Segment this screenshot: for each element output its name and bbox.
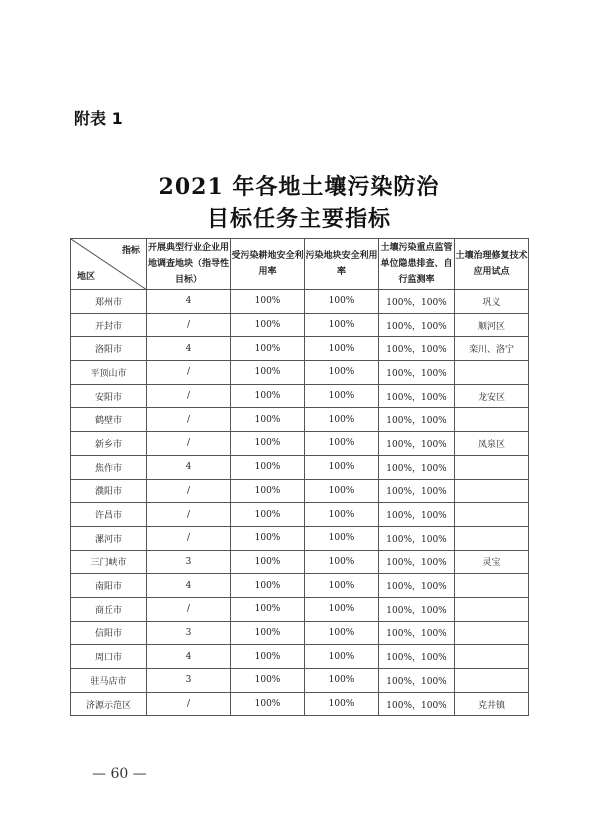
- region-cell: 濮阳市: [71, 479, 147, 503]
- pilot-cell: 凤泉区: [455, 432, 529, 456]
- page-number: — 60 —: [92, 766, 147, 782]
- plots-cell: 100%: [305, 432, 379, 456]
- region-cell: 商丘市: [71, 597, 147, 621]
- pilot-cell: [455, 669, 529, 693]
- survey-cell: /: [147, 313, 231, 337]
- monitor-cell: 100%，100%: [379, 550, 455, 574]
- column-header-pilot: 土壤治理修复技术应用试点: [455, 239, 529, 290]
- farmland-cell: 100%: [231, 479, 305, 503]
- pilot-cell: [455, 361, 529, 385]
- farmland-cell: 100%: [231, 526, 305, 550]
- monitor-cell: 100%，100%: [379, 597, 455, 621]
- farmland-cell: 100%: [231, 361, 305, 385]
- table-row: [71, 455, 529, 479]
- table-row: [71, 645, 529, 669]
- monitor-cell: 100%，100%: [379, 574, 455, 598]
- table-row: [71, 479, 529, 503]
- region-cell: 信阳市: [71, 621, 147, 645]
- farmland-cell: 100%: [231, 597, 305, 621]
- survey-cell: 3: [147, 621, 231, 645]
- farmland-cell: 100%: [231, 645, 305, 669]
- region-cell: 洛阳市: [71, 337, 147, 361]
- monitor-cell: 100%，100%: [379, 526, 455, 550]
- survey-cell: 4: [147, 574, 231, 598]
- table-row: [71, 408, 529, 432]
- farmland-cell: 100%: [231, 290, 305, 314]
- table-row: [71, 550, 529, 574]
- farmland-cell: 100%: [231, 408, 305, 432]
- pilot-cell: 克井镇: [455, 692, 529, 716]
- column-header-survey: 开展典型行业企业用地调查地块（指导性目标）: [147, 239, 231, 290]
- survey-cell: 4: [147, 455, 231, 479]
- monitor-cell: 100%，100%: [379, 669, 455, 693]
- page-title-line-2: 目标任务主要指标: [206, 206, 391, 232]
- survey-cell: /: [147, 479, 231, 503]
- table-header-row: [71, 239, 529, 290]
- pilot-cell: 龙安区: [455, 384, 529, 408]
- farmland-cell: 100%: [231, 313, 305, 337]
- plots-cell: 100%: [305, 479, 379, 503]
- monitor-cell: 100%，100%: [379, 503, 455, 527]
- plots-cell: 100%: [305, 337, 379, 361]
- plots-cell: 100%: [305, 526, 379, 550]
- region-cell: 新乡市: [71, 432, 147, 456]
- pilot-cell: 巩义: [455, 290, 529, 314]
- farmland-cell: 100%: [231, 503, 305, 527]
- pilot-cell: [455, 574, 529, 598]
- survey-cell: /: [147, 526, 231, 550]
- survey-cell: 3: [147, 550, 231, 574]
- pilot-cell: [455, 503, 529, 527]
- table-row: [71, 361, 529, 385]
- table-row: [71, 597, 529, 621]
- monitor-cell: 100%，100%: [379, 692, 455, 716]
- table-row: [71, 669, 529, 693]
- pilot-cell: [455, 621, 529, 645]
- region-cell: 三门峡市: [71, 550, 147, 574]
- region-cell: 漯河市: [71, 526, 147, 550]
- farmland-cell: 100%: [231, 337, 305, 361]
- farmland-cell: 100%: [231, 550, 305, 574]
- corner-indicator-label: 指标: [121, 246, 140, 256]
- region-cell: 济源示范区: [71, 692, 147, 716]
- plots-cell: 100%: [305, 290, 379, 314]
- farmland-cell: 100%: [231, 669, 305, 693]
- survey-cell: /: [147, 408, 231, 432]
- monitor-cell: 100%，100%: [379, 455, 455, 479]
- monitor-cell: 100%，100%: [379, 645, 455, 669]
- region-cell: 平顶山市: [71, 361, 147, 385]
- farmland-cell: 100%: [231, 384, 305, 408]
- pilot-cell: [455, 597, 529, 621]
- appendix-label: 附表 1: [74, 109, 123, 128]
- pilot-cell: 灵宝: [455, 550, 529, 574]
- corner-region-label: 地区: [77, 272, 96, 282]
- region-cell: 焦作市: [71, 455, 147, 479]
- plots-cell: 100%: [305, 597, 379, 621]
- region-cell: 驻马店市: [71, 669, 147, 693]
- monitor-cell: 100%，100%: [379, 432, 455, 456]
- survey-cell: /: [147, 361, 231, 385]
- plots-cell: 100%: [305, 361, 379, 385]
- plots-cell: 100%: [305, 384, 379, 408]
- farmland-cell: 100%: [231, 621, 305, 645]
- corner-header-cell: [71, 239, 147, 290]
- table-row: [71, 313, 529, 337]
- plots-cell: 100%: [305, 550, 379, 574]
- table-row: [71, 574, 529, 598]
- pilot-cell: [455, 408, 529, 432]
- survey-cell: /: [147, 432, 231, 456]
- survey-cell: 3: [147, 669, 231, 693]
- monitor-cell: 100%，100%: [379, 408, 455, 432]
- monitor-cell: 100%，100%: [379, 621, 455, 645]
- page-title-line-1: 2021 年各地土壤污染防治: [158, 174, 440, 200]
- monitor-cell: 100%，100%: [379, 361, 455, 385]
- monitor-cell: 100%，100%: [379, 337, 455, 361]
- region-cell: 郑州市: [71, 290, 147, 314]
- table-row: [71, 621, 529, 645]
- indicator-table: [70, 238, 529, 716]
- column-header-farmland: 受污染耕地安全利用率: [231, 239, 305, 290]
- monitor-cell: 100%，100%: [379, 479, 455, 503]
- region-cell: 南阳市: [71, 574, 147, 598]
- pilot-cell: 栾川、洛宁: [455, 337, 529, 361]
- pilot-cell: [455, 455, 529, 479]
- survey-cell: /: [147, 503, 231, 527]
- farmland-cell: 100%: [231, 574, 305, 598]
- plots-cell: 100%: [305, 574, 379, 598]
- monitor-cell: 100%，100%: [379, 313, 455, 337]
- table-row: [71, 384, 529, 408]
- table-row: [71, 290, 529, 314]
- region-cell: 开封市: [71, 313, 147, 337]
- table-row: [71, 503, 529, 527]
- region-cell: 鹤壁市: [71, 408, 147, 432]
- column-header-plots: 污染地块安全利用率: [305, 239, 379, 290]
- plots-cell: 100%: [305, 313, 379, 337]
- farmland-cell: 100%: [231, 692, 305, 716]
- region-cell: 周口市: [71, 645, 147, 669]
- pilot-cell: [455, 526, 529, 550]
- survey-cell: 4: [147, 290, 231, 314]
- survey-cell: 4: [147, 337, 231, 361]
- table-row: [71, 432, 529, 456]
- survey-cell: /: [147, 384, 231, 408]
- table-row: [71, 526, 529, 550]
- farmland-cell: 100%: [231, 455, 305, 479]
- table-row: [71, 692, 529, 716]
- pilot-cell: [455, 645, 529, 669]
- plots-cell: 100%: [305, 645, 379, 669]
- farmland-cell: 100%: [231, 432, 305, 456]
- survey-cell: 4: [147, 645, 231, 669]
- plots-cell: 100%: [305, 669, 379, 693]
- survey-cell: /: [147, 692, 231, 716]
- table-row: [71, 337, 529, 361]
- monitor-cell: 100%，100%: [379, 290, 455, 314]
- plots-cell: 100%: [305, 455, 379, 479]
- pilot-cell: [455, 479, 529, 503]
- survey-cell: /: [147, 597, 231, 621]
- monitor-cell: 100%，100%: [379, 384, 455, 408]
- column-header-monitor: 土壤污染重点监管单位隐患排查、自行监测率: [379, 239, 455, 290]
- plots-cell: 100%: [305, 503, 379, 527]
- pilot-cell: 顺河区: [455, 313, 529, 337]
- region-cell: 安阳市: [71, 384, 147, 408]
- plots-cell: 100%: [305, 408, 379, 432]
- plots-cell: 100%: [305, 692, 379, 716]
- plots-cell: 100%: [305, 621, 379, 645]
- region-cell: 许昌市: [71, 503, 147, 527]
